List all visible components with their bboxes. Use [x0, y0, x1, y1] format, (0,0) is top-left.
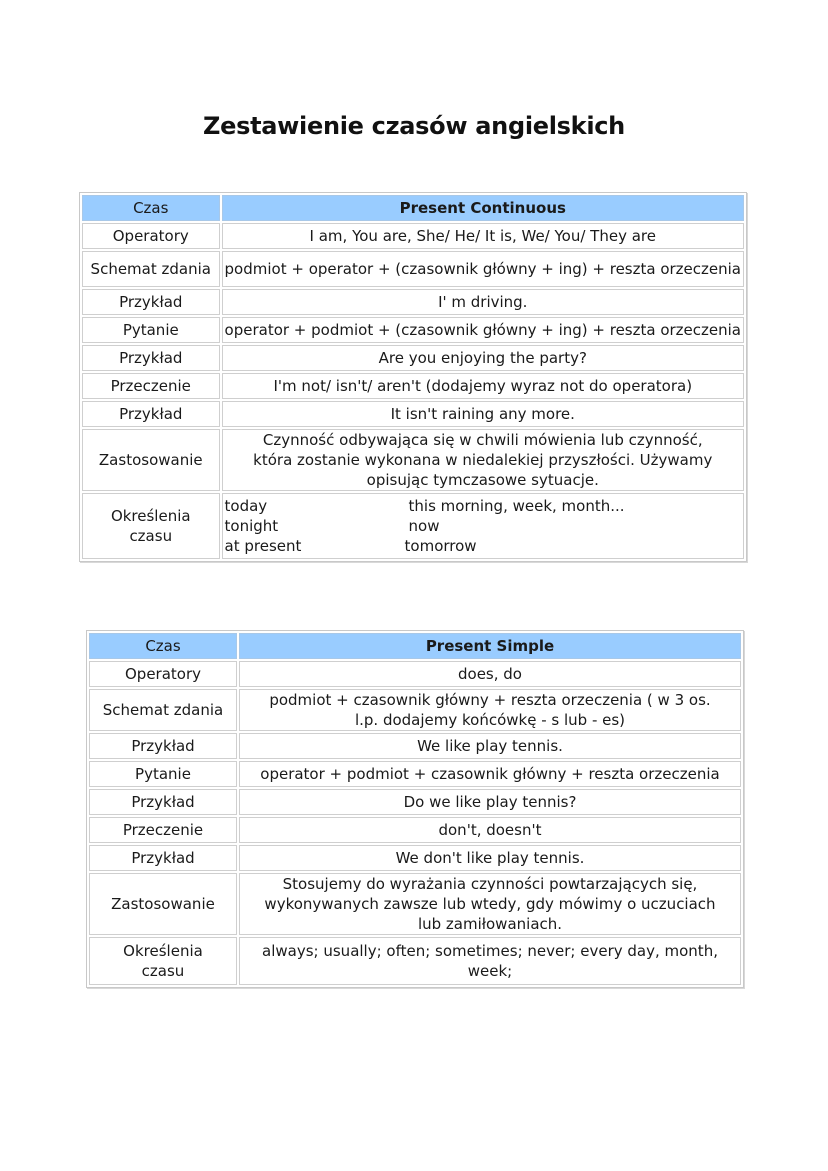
row-label: Przeczenie: [89, 817, 237, 843]
row-value: operator + podmiot + czasownik główny + reszta orzeczenia: [239, 761, 741, 787]
row-value: podmiot + operator + (czasownik główny + ing) + reszta orzeczenia: [222, 251, 744, 287]
table-row: [82, 289, 744, 315]
row-label: Zastosowanie: [82, 429, 220, 491]
row-value: It isn't raining any more.: [222, 401, 744, 427]
row-value: podmiot + czasownik główny + reszta orzeczenia ( w 3 os. l.p. dodajemy końcówkę - s lub - es): [239, 689, 741, 731]
row-label: Przykład: [89, 733, 237, 759]
row-label: Przeczenie: [82, 373, 220, 399]
time-expression: tonight: [224, 517, 279, 535]
time-expression: today: [224, 497, 268, 515]
table-row: [82, 373, 744, 399]
row-label: Przykład: [82, 289, 220, 315]
table-row: [82, 429, 744, 491]
page-title: Zestawienie czasów angielskich: [203, 112, 625, 140]
table-row: [89, 733, 741, 759]
row-value: always; usually; often; sometimes; never; every day, month, week;: [239, 937, 741, 985]
row-value: We like play tennis.: [239, 733, 741, 759]
table-row: [89, 817, 741, 843]
row-label: Przykład: [82, 401, 220, 427]
table-row: [89, 845, 741, 871]
row-value: I'm not/ isn't/ aren't (dodajemy wyraz not do operatora): [222, 373, 744, 399]
table-row: [82, 401, 744, 427]
time-expressions-grid: [225, 496, 741, 556]
present-continuous-table: [79, 192, 747, 562]
row-label: Schemat zdania: [89, 689, 237, 731]
table-row: [89, 761, 741, 787]
row-label: Przykład: [82, 345, 220, 371]
table-row: [82, 223, 744, 249]
row-label: Przykład: [89, 845, 237, 871]
row-value: Do we like play tennis?: [239, 789, 741, 815]
row-label: Określenia czasu: [82, 493, 220, 559]
table-row-time-expressions: [82, 493, 744, 559]
table-row: [89, 661, 741, 687]
time-expression: tomorrow: [404, 537, 477, 555]
table-row: [82, 317, 744, 343]
row-label: Schemat zdania: [82, 251, 220, 287]
present-simple-table: [86, 630, 744, 988]
row-value: Czynność odbywająca się w chwili mówienia lub czynność, która zostanie wykonana w niedalekiej przyszłości. Używamy opisując tymczasowe sytuacje.: [222, 429, 744, 491]
table-row: [82, 251, 744, 287]
row-value: Are you enjoying the party?: [222, 345, 744, 371]
table-header-row: [89, 633, 741, 659]
row-label: Pytanie: [82, 317, 220, 343]
header-label: Czas: [89, 633, 237, 659]
table-row: [89, 689, 741, 731]
header-tense-name: Present Continuous: [222, 195, 744, 221]
row-label: Zastosowanie: [89, 873, 237, 935]
time-expression: at present: [224, 537, 302, 555]
row-label: Przykład: [89, 789, 237, 815]
header-label: Czas: [82, 195, 220, 221]
row-value: We don't like play tennis.: [239, 845, 741, 871]
row-label: Określenia czasu: [89, 937, 237, 985]
row-value: does, do: [239, 661, 741, 687]
row-label: Operatory: [89, 661, 237, 687]
table-row: [89, 937, 741, 985]
row-value: don't, doesn't: [239, 817, 741, 843]
row-label: Pytanie: [89, 761, 237, 787]
table-row: [82, 345, 744, 371]
row-value: Stosujemy do wyrażania czynności powtarzających się, wykonywanych zawsze lub wtedy, gdy mówimy o uczuciach lub zamiłowaniach.: [239, 873, 741, 935]
time-expression: this morning, week, month...: [408, 497, 625, 515]
table-header-row: [82, 195, 744, 221]
time-expression: now: [408, 517, 440, 535]
row-value: I am, You are, She/ He/ It is, We/ You/ They are: [222, 223, 744, 249]
row-label: Operatory: [82, 223, 220, 249]
header-tense-name: Present Simple: [239, 633, 741, 659]
row-value: [222, 493, 744, 559]
row-value: operator + podmiot + (czasownik główny + ing) + reszta orzeczenia: [222, 317, 744, 343]
row-value: I' m driving.: [222, 289, 744, 315]
table-row: [89, 789, 741, 815]
table-row: [89, 873, 741, 935]
